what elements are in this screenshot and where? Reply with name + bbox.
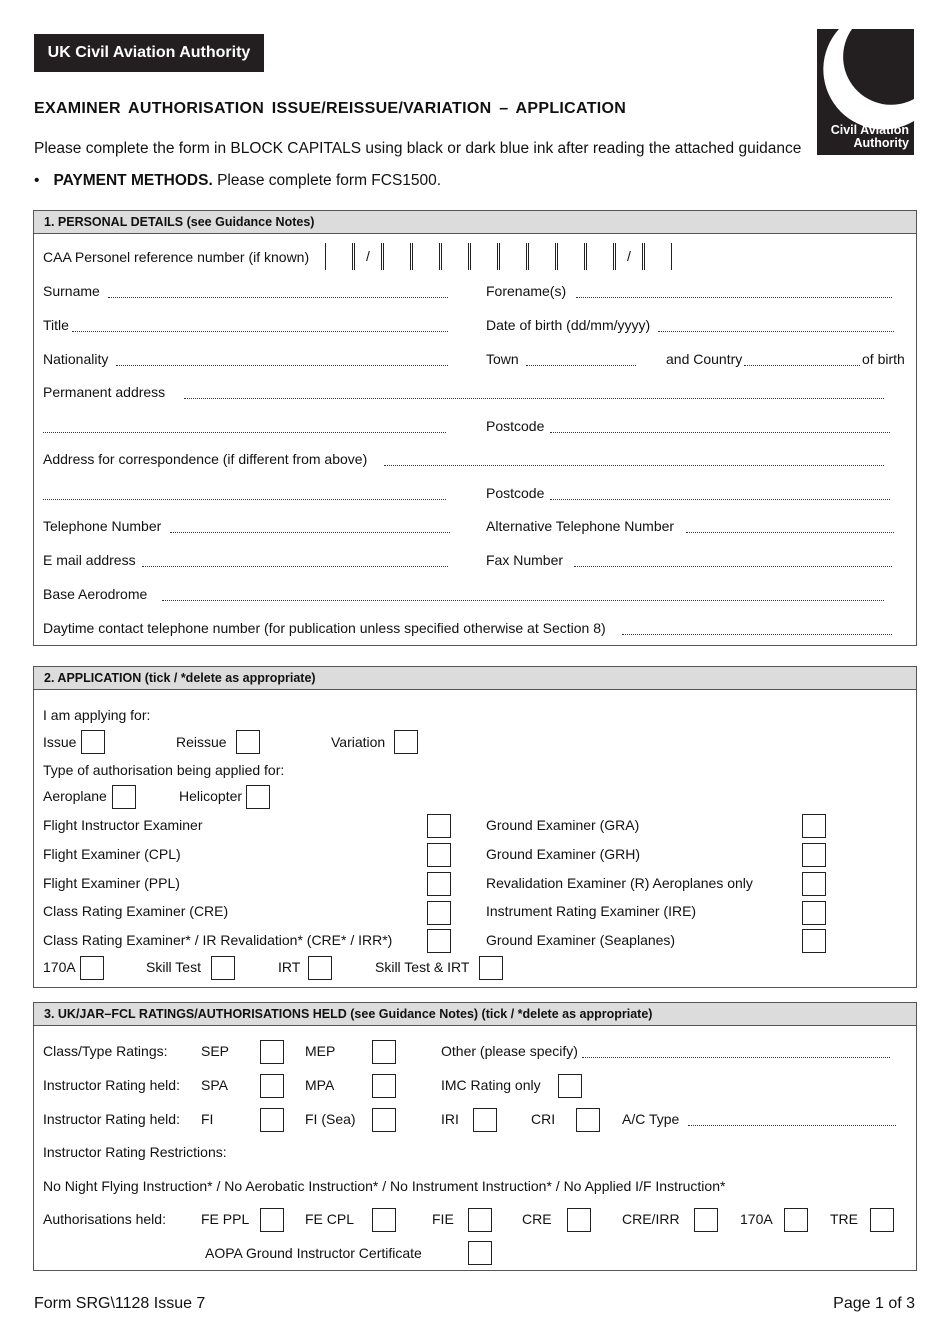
left-item-label: Class Rating Examiner* / IR Revalidation* (CRE* / IRR*): [43, 932, 393, 948]
daytime-field[interactable]: [622, 633, 892, 635]
postcode-label: Postcode: [486, 418, 545, 434]
form-id: Form SRG\1128 Issue 7: [34, 1295, 206, 1312]
aopa-label: AOPA Ground Instructor Certificate: [205, 1245, 422, 1261]
title-field[interactable]: [72, 330, 448, 332]
a170-label: 170A: [740, 1211, 773, 1227]
section3-heading: 3. UK/JAR–FCL RATINGS/AUTHORISATIONS HELD (see Guidance Notes) (tick / *delete as appropriate): [34, 1003, 916, 1026]
form-title: EXAMINER AUTHORISATION ISSUE/REISSUE/VARIATION – APPLICATION: [34, 100, 627, 117]
alt-telephone-field[interactable]: [686, 531, 894, 533]
iri-checkbox[interactable]: [473, 1108, 497, 1132]
page-number: Page 1 of 3: [833, 1295, 915, 1312]
surname-field[interactable]: [108, 296, 448, 298]
aeroplane-checkbox[interactable]: [112, 785, 136, 809]
right-item-label: Instrument Rating Examiner (IRE): [486, 903, 697, 919]
variation-checkbox[interactable]: [394, 730, 418, 754]
restrictions-text: No Night Flying Instruction* / No Aerobatic Instruction* / No Instrument Instruction* / No Applied I/F Instruction*: [43, 1178, 726, 1194]
logo-text: [817, 124, 914, 150]
forename-label: Forename(s): [486, 283, 567, 299]
instructor-held-label: Instructor Rating held:: [43, 1077, 180, 1093]
country-field[interactable]: [744, 364, 860, 366]
ref-cell[interactable]: [586, 243, 614, 270]
ref-cell[interactable]: [412, 243, 440, 270]
reissue-label: Reissue: [176, 734, 227, 750]
right-item-label: Ground Examiner (GRA): [486, 817, 640, 833]
instructor-held-label: Instructor Rating held:: [43, 1111, 180, 1127]
correspondence-line2[interactable]: [43, 498, 446, 500]
right-item-label: Revalidation Examiner (R) Aeroplanes only: [486, 875, 753, 891]
postcode2-field[interactable]: [550, 498, 890, 500]
right-item-checkbox[interactable]: [802, 843, 826, 867]
ref-cell[interactable]: [499, 243, 527, 270]
auth-held-label: Authorisations held:: [43, 1211, 166, 1227]
dob-field[interactable]: [658, 330, 894, 332]
left-item-checkbox[interactable]: [427, 814, 451, 838]
fe-cpl-label: FE CPL: [305, 1211, 355, 1227]
title-label: Title: [43, 317, 69, 333]
ref-number-cells[interactable]: [325, 243, 673, 270]
of-birth-label: of birth: [862, 351, 905, 367]
town-field[interactable]: [526, 364, 636, 366]
applying-for-label: I am applying for:: [43, 707, 151, 723]
left-item-label: Flight Instructor Examiner: [43, 817, 203, 833]
cre-checkbox[interactable]: [567, 1208, 591, 1232]
section1-heading: 1. PERSONAL DETAILS (see Guidance Notes): [34, 211, 916, 234]
mpa-label: MPA: [305, 1077, 335, 1093]
cri-checkbox[interactable]: [576, 1108, 600, 1132]
reissue-checkbox[interactable]: [236, 730, 260, 754]
spa-checkbox[interactable]: [260, 1074, 284, 1098]
telephone-field[interactable]: [170, 531, 450, 533]
irt-label: IRT: [278, 959, 301, 975]
aeroplane-label: Aeroplane: [43, 788, 107, 804]
fi-checkbox[interactable]: [260, 1108, 284, 1132]
base-aerodrome-label: Base Aerodrome: [43, 586, 148, 602]
postcode2-label: Postcode: [486, 485, 545, 501]
left-item-checkbox[interactable]: [427, 901, 451, 925]
telephone-label: Telephone Number: [43, 518, 162, 534]
intro-text: Please complete the form in BLOCK CAPITALS using black or dark blue ink after reading the attached guidance: [34, 140, 802, 157]
class-type-label: Class/Type Ratings:: [43, 1043, 168, 1059]
daytime-label: Daytime contact telephone number (for publication unless specified otherwise at Section 8): [43, 620, 606, 636]
cre-irr-label: CRE/IRR: [622, 1211, 680, 1227]
right-item-checkbox[interactable]: [802, 872, 826, 896]
forename-field[interactable]: [576, 296, 892, 298]
tre-label: TRE: [830, 1211, 858, 1227]
section-personal-details: [33, 210, 917, 646]
payment-note: [34, 172, 441, 190]
left-item-checkbox[interactable]: [427, 929, 451, 953]
ref-cell[interactable]: [528, 243, 556, 270]
dob-label: Date of birth (dd/mm/yyyy): [486, 317, 651, 333]
ref-cell[interactable]: [557, 243, 585, 270]
country-label: and Country: [666, 351, 743, 367]
fie-label: FIE: [432, 1211, 454, 1227]
logo-line1: Civil Aviation: [830, 123, 909, 137]
caa-logo: [817, 29, 914, 155]
restrictions-label: Instructor Rating Restrictions:: [43, 1144, 227, 1160]
skill-test-label: Skill Test: [146, 959, 201, 975]
left-item-label: Flight Examiner (CPL): [43, 846, 181, 862]
fi-label: FI: [201, 1111, 214, 1127]
opt-170a-checkbox[interactable]: [80, 956, 104, 980]
fi-sea-label: FI (Sea): [305, 1111, 356, 1127]
left-item-checkbox[interactable]: [427, 843, 451, 867]
tre-checkbox[interactable]: [870, 1208, 894, 1232]
ref-cell[interactable]: [441, 243, 469, 270]
right-item-label: Ground Examiner (GRH): [486, 846, 641, 862]
skill-test-irt-checkbox[interactable]: [479, 956, 503, 980]
fe-ppl-checkbox[interactable]: [260, 1208, 284, 1232]
ref-sep: /: [354, 243, 382, 270]
ref-cell[interactable]: [383, 243, 411, 270]
fie-checkbox[interactable]: [468, 1208, 492, 1232]
skill-test-irt-label: Skill Test & IRT: [375, 959, 470, 975]
correspondence-field[interactable]: [384, 464, 884, 466]
nationality-field[interactable]: [116, 364, 448, 366]
ref-label: CAA Personel reference number (if known): [43, 249, 310, 265]
skill-test-checkbox[interactable]: [211, 956, 235, 980]
nationality-label: Nationality: [43, 351, 109, 367]
logo-line2: Authority: [853, 136, 909, 150]
ref-cell[interactable]: [644, 243, 672, 270]
right-item-checkbox[interactable]: [802, 929, 826, 953]
correspondence-label: Address for correspondence (if different from above): [43, 451, 368, 467]
email-label: E mail address: [43, 552, 136, 568]
mep-label: MEP: [305, 1043, 336, 1059]
imc-checkbox[interactable]: [558, 1074, 582, 1098]
cri-label: CRI: [531, 1111, 556, 1127]
permanent-address-line2[interactable]: [43, 431, 446, 433]
section-application: [33, 666, 917, 988]
ac-type-field[interactable]: [688, 1124, 896, 1126]
fe-cpl-checkbox[interactable]: [372, 1208, 396, 1232]
fe-ppl-label: FE PPL: [201, 1211, 250, 1227]
iri-label: IRI: [441, 1111, 459, 1127]
permanent-address-label: Permanent address: [43, 384, 166, 400]
section-ratings-held: [33, 1002, 917, 1271]
sep-label: SEP: [201, 1043, 230, 1059]
right-item-label: Ground Examiner (Seaplanes): [486, 932, 676, 948]
email-field[interactable]: [142, 565, 448, 567]
ref-cell[interactable]: [325, 243, 353, 270]
issue-checkbox[interactable]: [81, 730, 105, 754]
imc-label: IMC Rating only: [441, 1077, 541, 1093]
irt-checkbox[interactable]: [308, 956, 332, 980]
other-label: Other (please specify): [441, 1043, 578, 1059]
issue-label: Issue: [43, 734, 77, 750]
right-item-checkbox[interactable]: [802, 901, 826, 925]
ref-sep: /: [615, 243, 643, 270]
other-field[interactable]: [582, 1056, 890, 1058]
type-label: Type of authorisation being applied for:: [43, 762, 285, 778]
aopa-checkbox[interactable]: [468, 1241, 492, 1265]
opt-170a-label: 170A: [43, 959, 76, 975]
mpa-checkbox[interactable]: [372, 1074, 396, 1098]
surname-label: Surname: [43, 283, 100, 299]
base-aerodrome-field[interactable]: [162, 599, 884, 601]
cre-irr-checkbox[interactable]: [694, 1208, 718, 1232]
fi-sea-checkbox[interactable]: [372, 1108, 396, 1132]
permanent-address-field[interactable]: [184, 397, 884, 399]
ref-cell[interactable]: [470, 243, 498, 270]
spa-label: SPA: [201, 1077, 228, 1093]
helicopter-checkbox[interactable]: [246, 785, 270, 809]
brand-banner: UK Civil Aviation Authority: [34, 34, 264, 72]
helicopter-label: Helicopter: [179, 788, 243, 804]
left-item-label: Flight Examiner (PPL): [43, 875, 180, 891]
bullet: •: [34, 172, 40, 189]
cre-label: CRE: [522, 1211, 552, 1227]
town-label: Town: [486, 351, 519, 367]
fax-field[interactable]: [574, 565, 892, 567]
alt-telephone-label: Alternative Telephone Number: [486, 518, 675, 534]
right-item-checkbox[interactable]: [802, 814, 826, 838]
left-item-checkbox[interactable]: [427, 872, 451, 896]
section2-heading: 2. APPLICATION (tick / *delete as appropriate): [34, 667, 916, 690]
a170-checkbox[interactable]: [784, 1208, 808, 1232]
variation-label: Variation: [331, 734, 386, 750]
left-item-label: Class Rating Examiner (CRE): [43, 903, 229, 919]
payment-bold: PAYMENT METHODS.: [53, 172, 213, 189]
mep-checkbox[interactable]: [372, 1040, 396, 1064]
sep-checkbox[interactable]: [260, 1040, 284, 1064]
postcode-field[interactable]: [550, 431, 890, 433]
ac-type-label: A/C Type: [622, 1111, 680, 1127]
fax-label: Fax Number: [486, 552, 564, 568]
payment-text: Please complete form FCS1500.: [217, 172, 442, 189]
